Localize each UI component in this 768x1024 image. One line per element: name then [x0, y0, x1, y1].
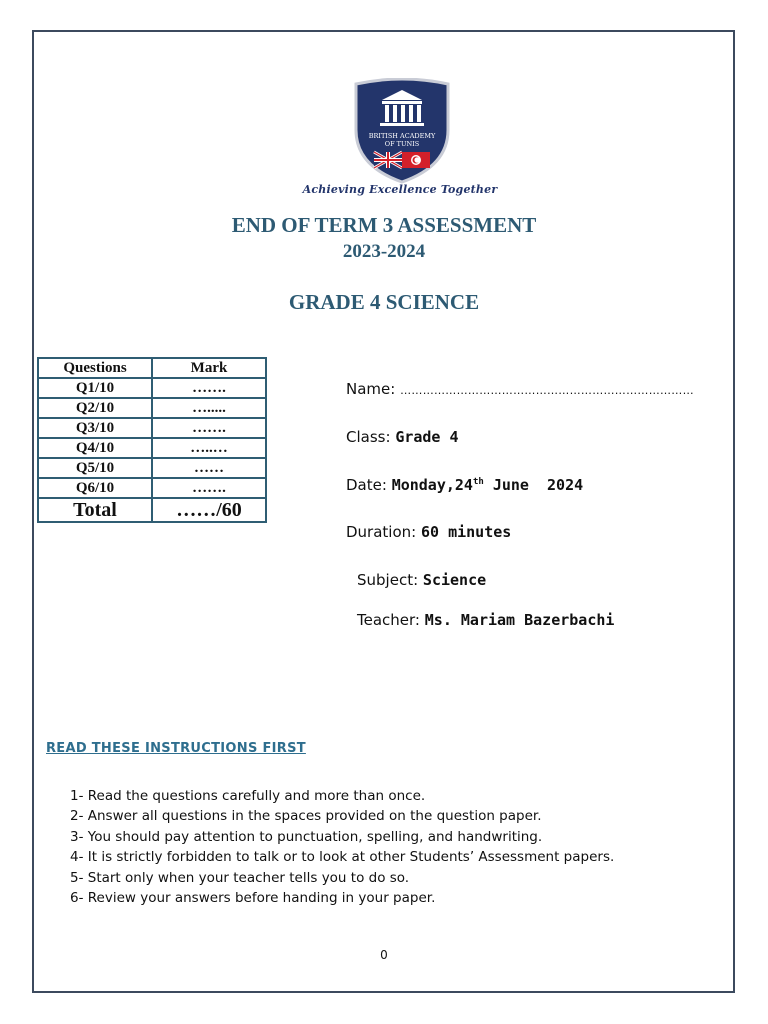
teacher-field	[357, 611, 614, 629]
mark-blank[interactable]: …..…	[152, 438, 266, 458]
mark-blank[interactable]: ……	[152, 458, 266, 478]
date-value	[392, 476, 583, 494]
date-ordinal: th	[472, 477, 484, 487]
date-field	[346, 476, 583, 494]
date-day: Monday,24	[391, 476, 473, 494]
total-row	[38, 498, 266, 522]
date-label: Date:	[346, 476, 387, 494]
mark-blank[interactable]: …….	[152, 378, 266, 398]
instructions-list	[70, 786, 614, 908]
logo-text-line2: OF TUNIS	[384, 140, 420, 148]
list-item: 5- Start only when your teacher tells you to do so.	[70, 869, 410, 886]
grade-subject-title: GRADE 4 SCIENCE	[288, 290, 480, 314]
logo-text-line1: BRITISH ACADEMY	[368, 132, 436, 140]
date-month-year: June 2024	[483, 476, 584, 494]
list-item: 1- Read the questions carefully and more than once.	[70, 788, 426, 804]
duration-label: Duration:	[346, 523, 417, 541]
duration-value: 60 minutes	[420, 523, 512, 541]
table-row	[38, 438, 266, 458]
list-item: 6- Review your answers before handing in your paper.	[70, 889, 436, 906]
mark-blank[interactable]: ….....	[152, 398, 266, 418]
name-label: Name:	[346, 380, 396, 398]
mark-blank[interactable]: …….	[152, 478, 266, 498]
list-item: 2- Answer all questions in the spaces provided on the question paper.	[70, 808, 542, 825]
list-item: 3- You should pay attention to punctuation, spelling, and handwriting.	[70, 828, 543, 845]
page-number: 0	[380, 948, 388, 962]
teacher-value: Ms. Mariam Bazerbachi	[424, 611, 615, 629]
question-label: Q2/10	[38, 398, 152, 418]
question-label: Q6/10	[38, 478, 152, 498]
school-motto: Achieving Excellence Together	[302, 183, 498, 196]
header-questions: Questions	[38, 358, 152, 378]
name-blank[interactable]: ……………………………………………………………………	[400, 384, 694, 397]
table-row	[38, 378, 266, 398]
class-field	[346, 428, 459, 446]
subject-value: Science	[422, 571, 487, 589]
list-item: 4- It is strictly forbidden to talk or to look at other Students’ Assessment papers.	[70, 849, 615, 866]
subject-field	[357, 571, 486, 589]
question-label: Q1/10	[38, 378, 152, 398]
class-value: Grade 4	[395, 428, 459, 446]
total-value[interactable]: ……/60	[152, 498, 266, 522]
duration-field	[346, 523, 511, 541]
table-row	[38, 418, 266, 438]
teacher-label: Teacher:	[357, 611, 420, 629]
assessment-title: END OF TERM 3 ASSESSMENT	[231, 213, 537, 237]
table-header-row	[38, 358, 266, 378]
table-row	[38, 398, 266, 418]
total-label: Total	[38, 498, 152, 522]
table-row	[38, 458, 266, 478]
question-label: Q3/10	[38, 418, 152, 438]
school-crest-logo	[348, 78, 456, 186]
question-label: Q4/10	[38, 438, 152, 458]
name-field	[346, 380, 694, 398]
header-mark: Mark	[152, 358, 266, 378]
mark-blank[interactable]: …….	[152, 418, 266, 438]
question-label: Q5/10	[38, 458, 152, 478]
instructions-heading: READ THESE INSTRUCTIONS FIRST	[46, 741, 306, 756]
marks-table	[37, 357, 267, 523]
subject-label: Subject:	[357, 571, 419, 589]
academic-year: 2023-2024	[342, 241, 426, 262]
table-row	[38, 478, 266, 498]
class-label: Class:	[346, 428, 391, 446]
